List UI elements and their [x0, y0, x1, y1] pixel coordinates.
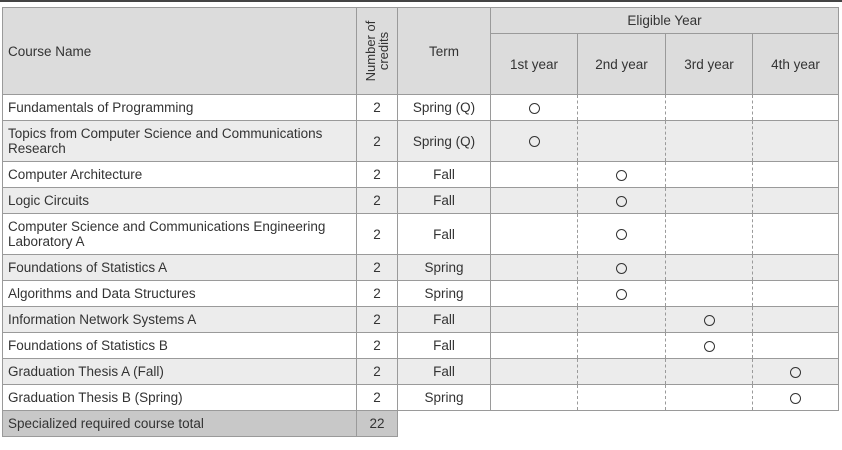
course-name-header: Course Name — [3, 8, 357, 95]
blank-cell — [398, 411, 839, 437]
year-1-cell — [491, 281, 578, 307]
course-name-cell: Logic Circuits — [3, 188, 357, 214]
credits-cell: 2 — [357, 121, 398, 162]
table-row — [3, 255, 839, 281]
credits-cell: 2 — [357, 162, 398, 188]
year-2-cell — [578, 307, 666, 333]
term-header: Term — [398, 8, 491, 95]
course-name-cell: Computer Science and Communications Engineering Laboratory A — [3, 214, 357, 255]
eligible-circle-icon — [616, 289, 627, 300]
year-4-cell — [753, 121, 839, 162]
term-cell: Spring — [398, 281, 491, 307]
year-3-cell — [666, 307, 753, 333]
year-1-cell — [491, 385, 578, 411]
year-1-cell — [491, 359, 578, 385]
year-1-cell — [491, 188, 578, 214]
term-cell: Fall — [398, 307, 491, 333]
course-name-cell: Information Network Systems A — [3, 307, 357, 333]
table-row — [3, 162, 839, 188]
year-4-cell — [753, 307, 839, 333]
year-2-cell — [578, 121, 666, 162]
credits-header — [357, 8, 398, 95]
year-1-cell — [491, 162, 578, 188]
credits-cell: 2 — [357, 281, 398, 307]
eligible-circle-icon — [616, 196, 627, 207]
year-1-cell — [491, 255, 578, 281]
year-2-header: 2nd year — [578, 34, 666, 95]
year-4-cell — [753, 95, 839, 121]
year-4-cell — [753, 359, 839, 385]
year-4-cell — [753, 188, 839, 214]
eligible-circle-icon — [529, 103, 540, 114]
year-3-cell — [666, 281, 753, 307]
year-2-cell — [578, 359, 666, 385]
course-rows — [3, 95, 839, 411]
year-2-cell — [578, 255, 666, 281]
total-row — [3, 411, 839, 437]
credits-header-label: Number of credits — [363, 20, 391, 82]
year-2-cell — [578, 385, 666, 411]
term-cell: Fall — [398, 359, 491, 385]
year-3-cell — [666, 359, 753, 385]
year-3-cell — [666, 385, 753, 411]
term-cell: Fall — [398, 188, 491, 214]
year-4-cell — [753, 385, 839, 411]
term-cell: Fall — [398, 214, 491, 255]
course-name-cell: Foundations of Statistics A — [3, 255, 357, 281]
credits-cell: 2 — [357, 359, 398, 385]
year-2-cell — [578, 95, 666, 121]
table-row — [3, 359, 839, 385]
table-row — [3, 188, 839, 214]
year-1-cell — [491, 307, 578, 333]
course-name-cell: Foundations of Statistics B — [3, 333, 357, 359]
course-name-cell: Algorithms and Data Structures — [3, 281, 357, 307]
term-cell: Spring — [398, 255, 491, 281]
table-row — [3, 95, 839, 121]
year-1-header: 1st year — [491, 34, 578, 95]
term-cell: Fall — [398, 333, 491, 359]
eligible-circle-icon — [616, 170, 627, 181]
year-3-cell — [666, 121, 753, 162]
year-3-cell — [666, 255, 753, 281]
required-courses-table — [2, 7, 839, 437]
year-3-cell — [666, 95, 753, 121]
eligible-circle-icon — [790, 393, 801, 404]
year-3-cell — [666, 188, 753, 214]
year-2-cell — [578, 281, 666, 307]
credits-cell: 2 — [357, 385, 398, 411]
credits-cell: 2 — [357, 255, 398, 281]
year-2-cell — [578, 188, 666, 214]
year-4-cell — [753, 281, 839, 307]
year-4-cell — [753, 333, 839, 359]
term-cell: Fall — [398, 162, 491, 188]
table-row — [3, 385, 839, 411]
total-label: Specialized required course total — [3, 411, 357, 437]
year-2-cell — [578, 162, 666, 188]
term-cell: Spring (Q) — [398, 95, 491, 121]
year-2-cell — [578, 214, 666, 255]
eligible-circle-icon — [704, 315, 715, 326]
year-2-cell — [578, 333, 666, 359]
table-row — [3, 214, 839, 255]
table-row — [3, 281, 839, 307]
course-name-cell: Computer Architecture — [3, 162, 357, 188]
top-rule — [0, 0, 842, 2]
year-4-cell — [753, 255, 839, 281]
course-name-cell: Topics from Computer Science and Communications Research — [3, 121, 357, 162]
year-3-cell — [666, 162, 753, 188]
table-row — [3, 307, 839, 333]
year-4-cell — [753, 162, 839, 188]
eligible-circle-icon — [704, 341, 715, 352]
course-name-cell: Graduation Thesis B (Spring) — [3, 385, 357, 411]
year-3-cell — [666, 214, 753, 255]
credits-cell: 2 — [357, 188, 398, 214]
eligible-circle-icon — [616, 263, 627, 274]
table-row — [3, 333, 839, 359]
year-4-header: 4th year — [753, 34, 839, 95]
table-row — [3, 121, 839, 162]
term-cell: Spring — [398, 385, 491, 411]
year-1-cell — [491, 333, 578, 359]
total-credits: 22 — [357, 411, 398, 437]
eligible-circle-icon — [529, 136, 540, 147]
course-name-cell: Fundamentals of Programming — [3, 95, 357, 121]
term-cell: Spring (Q) — [398, 121, 491, 162]
year-3-header: 3rd year — [666, 34, 753, 95]
eligible-circle-icon — [790, 367, 801, 378]
year-3-cell — [666, 333, 753, 359]
credits-cell: 2 — [357, 214, 398, 255]
course-name-cell: Graduation Thesis A (Fall) — [3, 359, 357, 385]
credits-cell: 2 — [357, 95, 398, 121]
eligible-circle-icon — [616, 229, 627, 240]
credits-cell: 2 — [357, 333, 398, 359]
eligible-year-header: Eligible Year — [491, 8, 839, 34]
credits-cell: 2 — [357, 307, 398, 333]
year-4-cell — [753, 214, 839, 255]
year-1-cell — [491, 95, 578, 121]
year-1-cell — [491, 214, 578, 255]
year-1-cell — [491, 121, 578, 162]
